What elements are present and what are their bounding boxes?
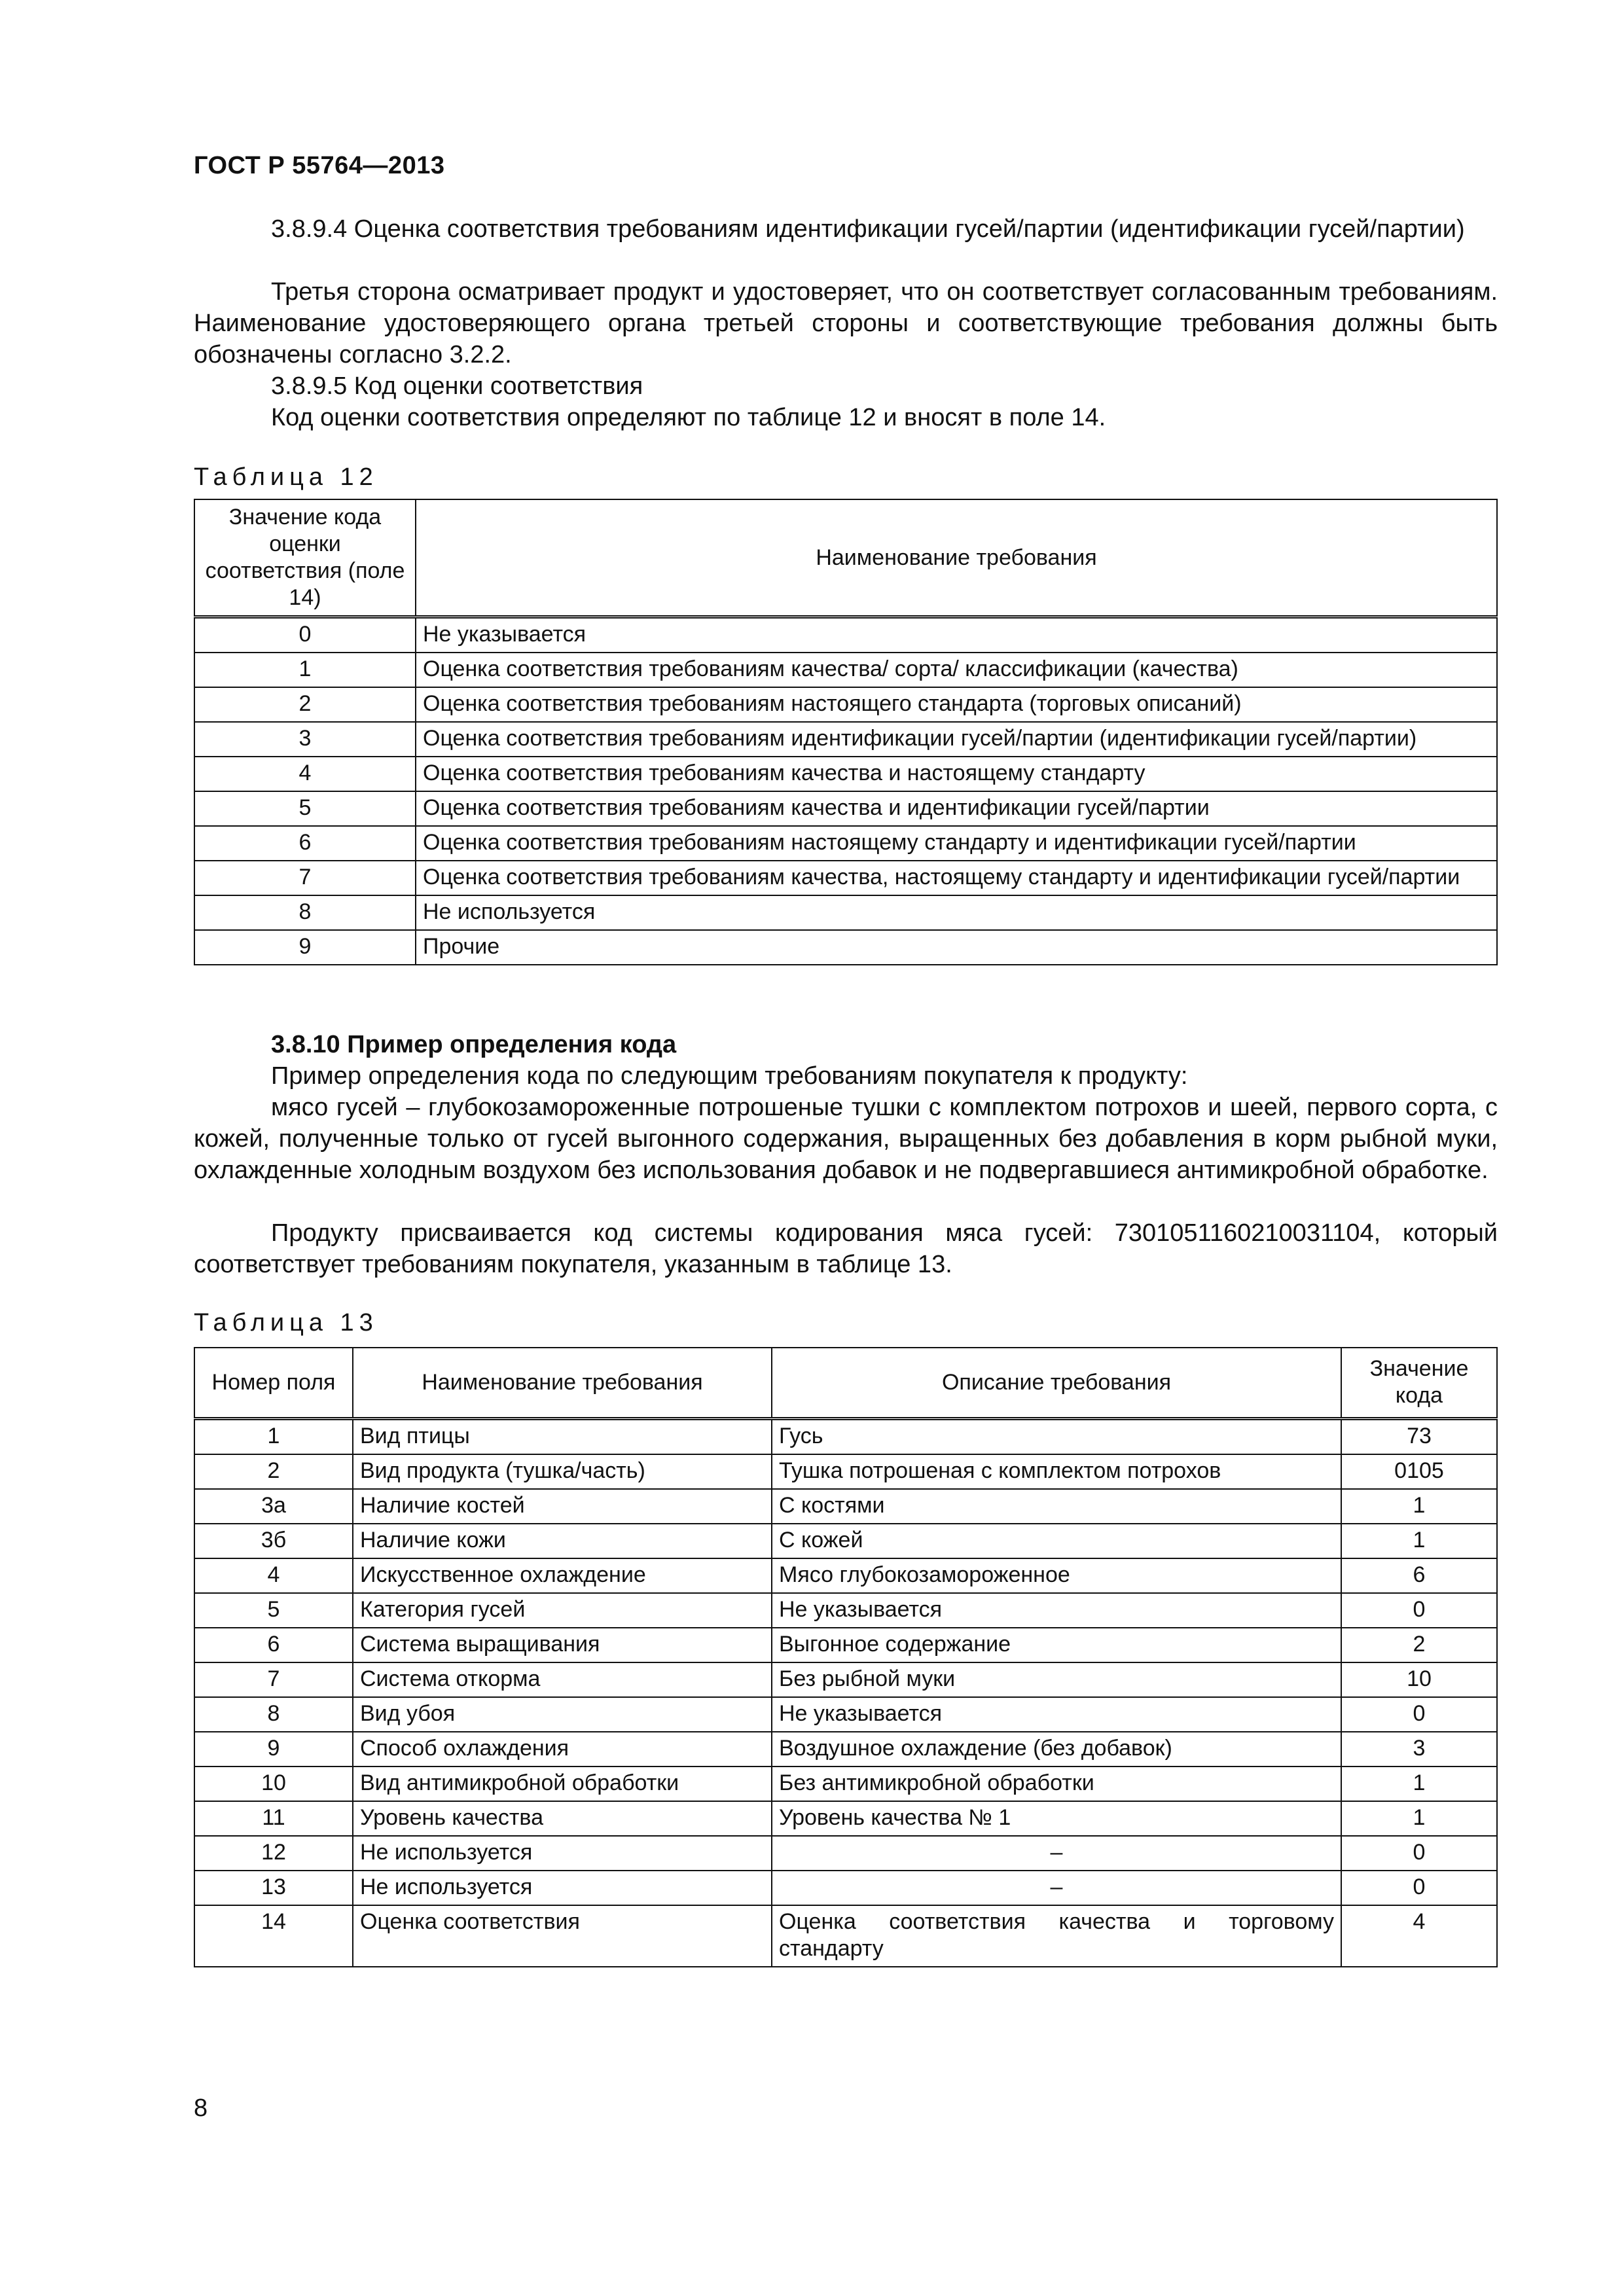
page-number: 8 xyxy=(194,2094,208,2122)
table-cell: 4 xyxy=(1341,1905,1497,1967)
table-12-caption: Таблица 12 xyxy=(194,463,378,491)
table-row xyxy=(194,1489,1497,1524)
table-cell: Система выращивания xyxy=(353,1628,772,1662)
table-13-header-description: Описание требования xyxy=(772,1348,1341,1418)
table-cell: 3 xyxy=(1341,1732,1497,1767)
section-3894-body: Третья сторона осматривает продукт и удостоверяет, что он соответствует согласованным требованиям. Наименование удостоверяющего органа третьей стороны и соответствующие требования должны быть обозначены согласно 3.2.2. xyxy=(194,278,1498,368)
table-13-header-name: Наименование требования xyxy=(353,1348,772,1418)
table-cell: Наличие костей xyxy=(353,1489,772,1524)
table-cell: 3 xyxy=(194,722,416,757)
table-cell: 3а xyxy=(194,1489,353,1524)
table-cell: С кожей xyxy=(772,1524,1341,1558)
table-13-caption: Таблица 13 xyxy=(194,1309,378,1336)
table-cell: 12 xyxy=(194,1836,353,1871)
table-cell: 6 xyxy=(194,1628,353,1662)
table-cell: Выгонное содержание xyxy=(772,1628,1341,1662)
table-cell: Гусь xyxy=(772,1418,1341,1454)
table-row xyxy=(194,1593,1497,1628)
table-row xyxy=(194,1836,1497,1871)
table-cell: Уровень качества № 1 xyxy=(772,1801,1341,1836)
table-cell: 4 xyxy=(194,1558,353,1593)
table-cell: 6 xyxy=(194,826,416,861)
table-cell: Оценка соответствия требованиям идентификации гусей/партии (идентификации гусей/партии) xyxy=(416,722,1497,757)
table-row xyxy=(194,1662,1497,1697)
table-cell: 0 xyxy=(1341,1836,1497,1871)
table-row xyxy=(194,653,1497,687)
table-cell: Оценка соответствия требованиям настоящего стандарта (торговых описаний) xyxy=(416,687,1497,722)
table-cell: 5 xyxy=(194,791,416,826)
table-row xyxy=(194,826,1497,861)
table-row xyxy=(194,617,1497,653)
table-cell: Оценка соответствия требованиям настоящему стандарту и идентификации гусей/партии xyxy=(416,826,1497,861)
table-12-header-name: Наименование требования xyxy=(416,499,1497,617)
table-row xyxy=(194,687,1497,722)
table-cell: Не указывается xyxy=(772,1593,1341,1628)
section-3810-requirements: мясо гусей – глубокозамороженные потрошеные тушки с комплектом потрохов и шеей, первого сорта, с кожей, полученные только от гусей выгонного содержания, выращенных без добавления в корм рыбной муки, охлажденные холодным воздухом без использования добавок и не подвергавшиеся антимикробной обработке. xyxy=(194,1094,1498,1184)
table-row xyxy=(194,861,1497,895)
table-cell: С костями xyxy=(772,1489,1341,1524)
table-cell: Не указывается xyxy=(416,617,1497,653)
document-code: ГОСТ Р 55764—2013 xyxy=(194,152,445,179)
table-13-header-field: Номер поля xyxy=(194,1348,353,1418)
table-cell: Воздушное охлаждение (без добавок) xyxy=(772,1732,1341,1767)
table-cell: Категория гусей xyxy=(353,1593,772,1628)
table-cell: 8 xyxy=(194,895,416,930)
table-cell: Искусственное охлаждение xyxy=(353,1558,772,1593)
table-cell: Оценка соответствия требованиям качества и идентификации гусей/партии xyxy=(416,791,1497,826)
table-cell: Вид убоя xyxy=(353,1697,772,1732)
table-row xyxy=(194,1418,1497,1454)
table-cell: Мясо глубокозамороженное xyxy=(772,1558,1341,1593)
table-cell: Без рыбной муки xyxy=(772,1662,1341,1697)
table-cell: 9 xyxy=(194,930,416,965)
table-cell: 13 xyxy=(194,1871,353,1905)
table-cell: 1 xyxy=(194,653,416,687)
table-cell: Оценка соответствия качества и торговому стандарту xyxy=(772,1905,1341,1967)
table-cell: Прочие xyxy=(416,930,1497,965)
section-3895-title: 3.8.9.5 Код оценки соответствия xyxy=(271,372,643,400)
table-cell: Наличие кожи xyxy=(353,1524,772,1558)
table-cell: Оценка соответствия требованиям качества, настоящему стандарту и идентификации гусей/партии xyxy=(416,861,1497,895)
table-cell: 73 xyxy=(1341,1418,1497,1454)
table-cell: Оценка соответствия требованиям качества и настоящему стандарту xyxy=(416,757,1497,791)
table-row xyxy=(194,722,1497,757)
table-cell: 0 xyxy=(1341,1871,1497,1905)
table-cell: Вид птицы xyxy=(353,1418,772,1454)
table-cell: 0 xyxy=(194,617,416,653)
table-row xyxy=(194,1905,1497,1967)
table-cell: 4 xyxy=(194,757,416,791)
section-3895-body: Код оценки соответствия определяют по таблице 12 и вносят в поле 14. xyxy=(271,404,1106,431)
table-cell: 11 xyxy=(194,1801,353,1836)
table-cell: 14 xyxy=(194,1905,353,1967)
section-3810-title: 3.8.10 Пример определения кода xyxy=(271,1031,677,1058)
table-cell: Не используется xyxy=(353,1871,772,1905)
table-cell: 0105 xyxy=(1341,1454,1497,1489)
table-cell: Не используется xyxy=(416,895,1497,930)
table-row xyxy=(194,1732,1497,1767)
table-cell: Способ охлаждения xyxy=(353,1732,772,1767)
section-3810-code: Продукту присваивается код системы кодирования мяса гусей: 7301051160210031104, который соответствует требованиям покупателя, указанным в таблице 13. xyxy=(194,1219,1498,1278)
table-cell: – xyxy=(772,1871,1341,1905)
table-13-header-value: Значение кода xyxy=(1341,1348,1497,1418)
table-cell: 0 xyxy=(1341,1593,1497,1628)
table-cell: 2 xyxy=(1341,1628,1497,1662)
table-cell: 2 xyxy=(194,1454,353,1489)
table-row xyxy=(194,1558,1497,1593)
table-cell: 10 xyxy=(1341,1662,1497,1697)
table-cell: Оценка соответствия xyxy=(353,1905,772,1967)
section-3894-title: 3.8.9.4 Оценка соответствия требованиям идентификации гусей/партии (идентификации гусей/партии) xyxy=(271,215,1465,243)
table-row xyxy=(194,1871,1497,1905)
table-cell: Уровень качества xyxy=(353,1801,772,1836)
table-cell: 2 xyxy=(194,687,416,722)
table-cell: Не указывается xyxy=(772,1697,1341,1732)
table-row xyxy=(194,757,1497,791)
table-cell: 1 xyxy=(1341,1801,1497,1836)
table-row xyxy=(194,930,1497,965)
table-row xyxy=(194,895,1497,930)
table-row xyxy=(194,1697,1497,1732)
table-cell: 10 xyxy=(194,1767,353,1801)
table-cell: Не используется xyxy=(353,1836,772,1871)
table-row xyxy=(194,1628,1497,1662)
table-cell: 5 xyxy=(194,1593,353,1628)
table-cell: – xyxy=(772,1836,1341,1871)
table-cell: 1 xyxy=(194,1418,353,1454)
table-cell: 8 xyxy=(194,1697,353,1732)
table-cell: 7 xyxy=(194,861,416,895)
table-cell: 9 xyxy=(194,1732,353,1767)
table-cell: Система откорма xyxy=(353,1662,772,1697)
table-13 xyxy=(194,1347,1498,1967)
table-cell: Вид продукта (тушка/часть) xyxy=(353,1454,772,1489)
table-cell: 6 xyxy=(1341,1558,1497,1593)
table-cell: 3б xyxy=(194,1524,353,1558)
table-row xyxy=(194,1454,1497,1489)
table-cell: Оценка соответствия требованиям качества/ сорта/ классификации (качества) xyxy=(416,653,1497,687)
section-3810-intro: Пример определения кода по следующим требованиям покупателя к продукту: xyxy=(271,1062,1188,1090)
table-cell: 1 xyxy=(1341,1489,1497,1524)
table-cell: Без антимикробной обработки xyxy=(772,1767,1341,1801)
table-row xyxy=(194,791,1497,826)
table-cell: 1 xyxy=(1341,1524,1497,1558)
table-cell: Вид антимикробной обработки xyxy=(353,1767,772,1801)
table-row xyxy=(194,1767,1497,1801)
table-row xyxy=(194,1524,1497,1558)
table-12 xyxy=(194,499,1498,965)
table-cell: 1 xyxy=(1341,1767,1497,1801)
table-cell: 7 xyxy=(194,1662,353,1697)
table-row xyxy=(194,1801,1497,1836)
table-cell: Тушка потрошеная с комплектом потрохов xyxy=(772,1454,1341,1489)
table-12-header-code: Значение кода оценки соответствия (поле 14) xyxy=(194,499,416,617)
table-cell: 0 xyxy=(1341,1697,1497,1732)
